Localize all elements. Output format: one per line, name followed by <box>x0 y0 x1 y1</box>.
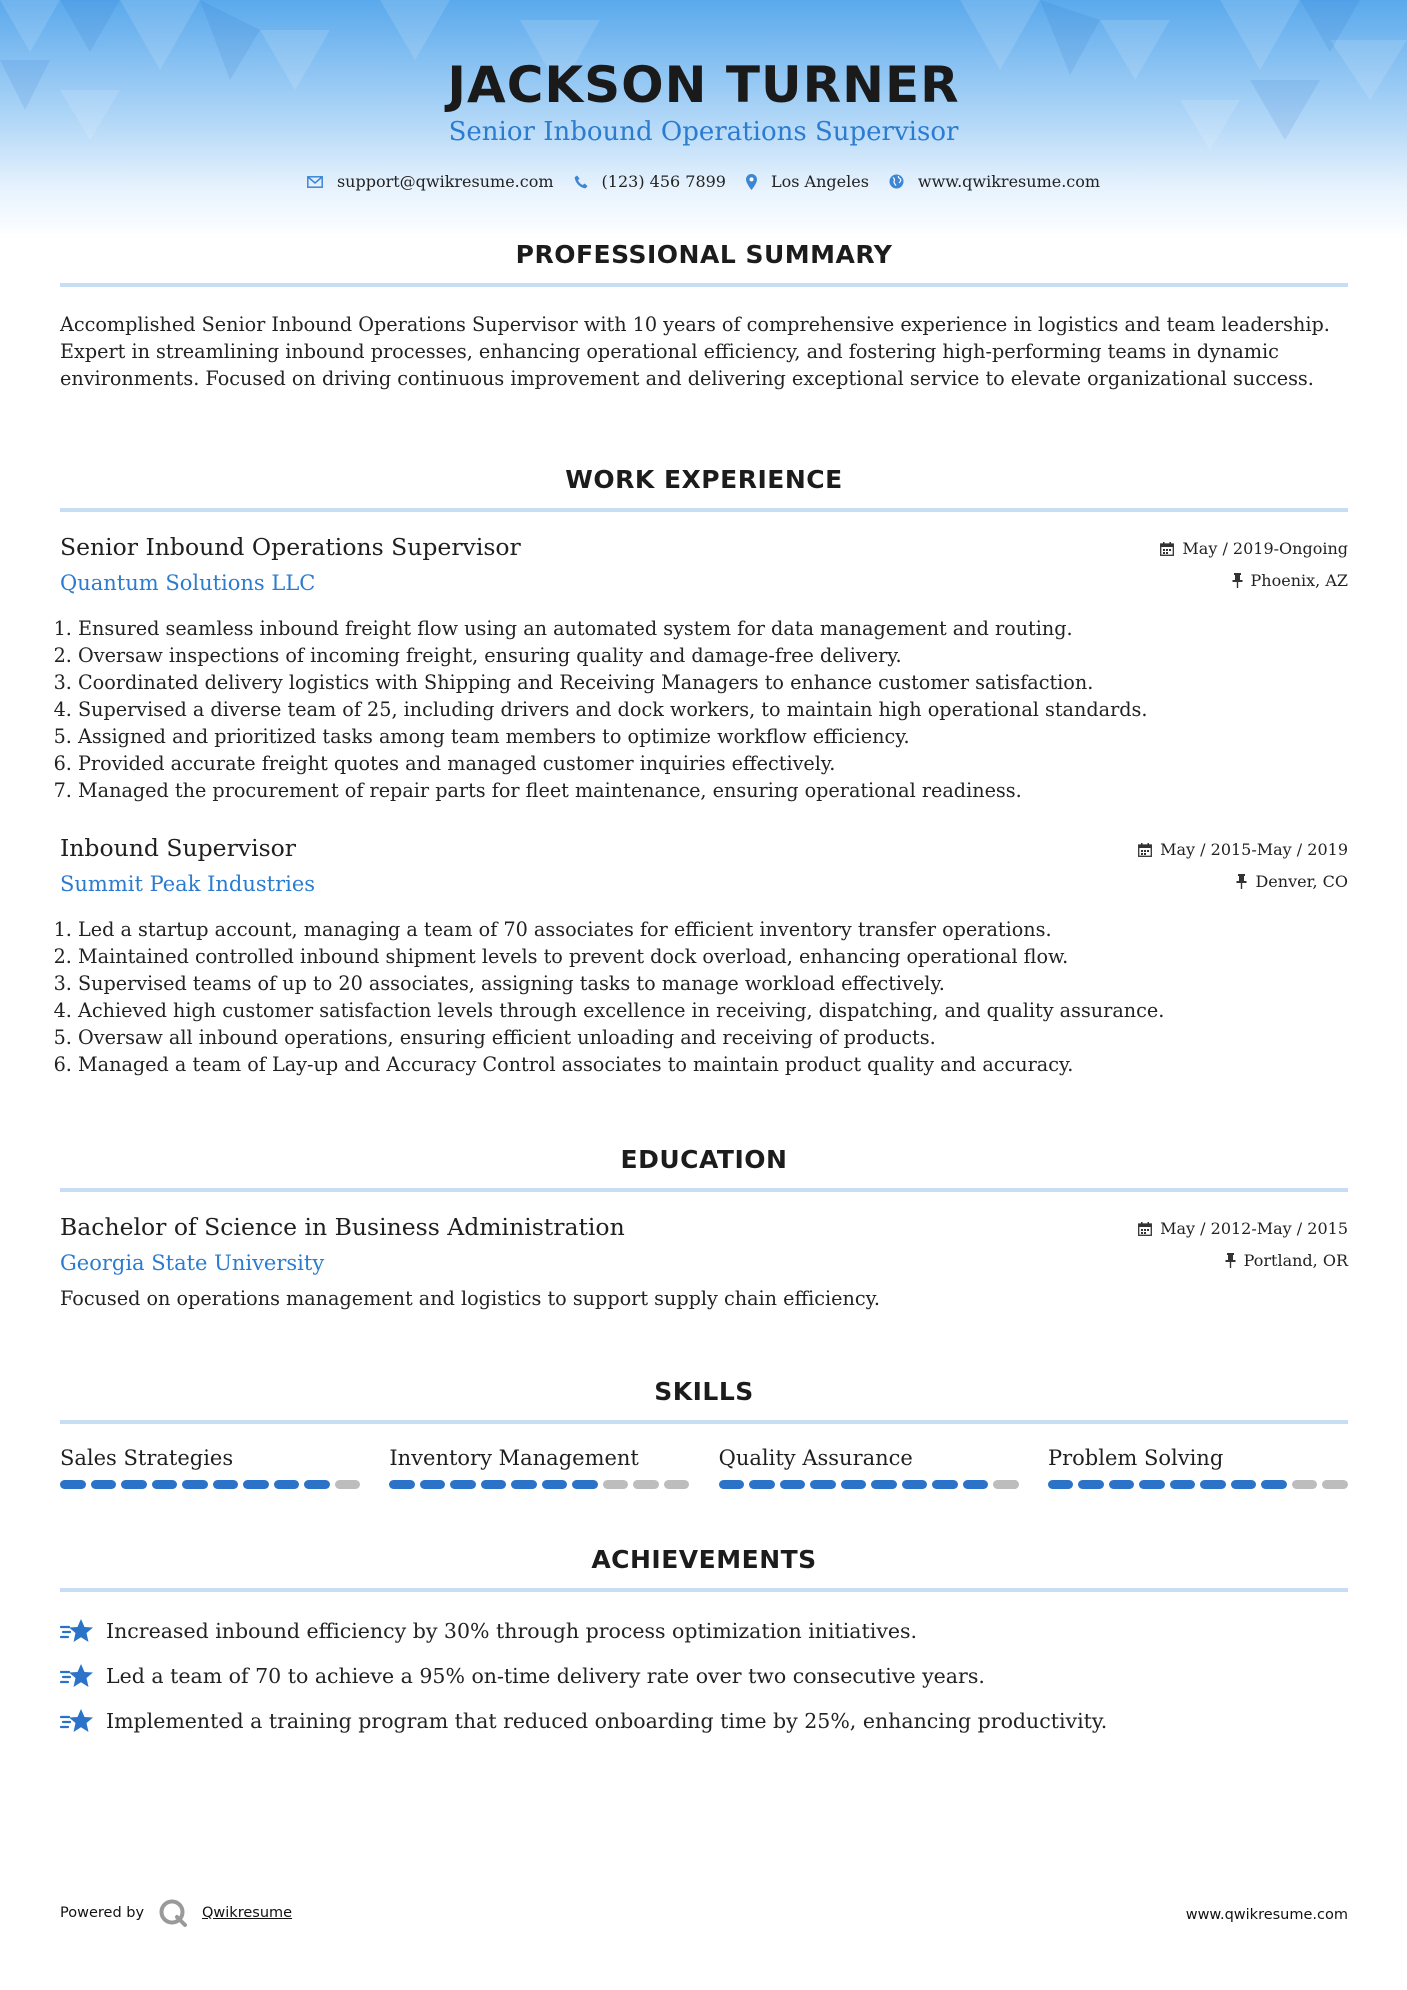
map-marker-icon <box>746 174 757 190</box>
skill-segment-empty <box>1322 1480 1348 1489</box>
section-divider <box>60 1188 1348 1192</box>
skill-segment-empty <box>1292 1480 1318 1489</box>
list-item: 4. Achieved high customer satisfaction levels through excellence in receiving, dispatching, and quality assurance. <box>78 997 1348 1024</box>
skill-level-bar <box>389 1480 689 1489</box>
contact-website[interactable] <box>889 172 1100 191</box>
achievement-text: Increased inbound efficiency by 30% through process optimization initiatives. <box>106 1618 918 1643</box>
list-item: 7. Managed the procurement of repair parts for fleet maintenance, ensuring operational readiness. <box>78 777 1348 804</box>
skill-segment-filled <box>91 1480 117 1489</box>
skill-segment-filled <box>450 1480 476 1489</box>
calendar-icon <box>1138 843 1152 857</box>
skill-segment-empty <box>603 1480 629 1489</box>
list-item: 2. Oversaw inspections of incoming freight, ensuring quality and damage-free delivery. <box>78 642 1348 669</box>
job-entry <box>60 834 1348 1094</box>
list-item: 6. Provided accurate freight quotes and managed customer inquiries effectively. <box>78 750 1348 777</box>
skill-segment-empty <box>633 1480 659 1489</box>
achievement-text: Implemented a training program that reduced onboarding time by 25%, enhancing productivity. <box>106 1708 1108 1733</box>
candidate-role: Senior Inbound Operations Supervisor <box>448 117 959 147</box>
skill-segment-filled <box>304 1480 330 1489</box>
skill-name: Problem Solving <box>1047 1446 1224 1470</box>
summary-text: Accomplished Senior Inbound Operations Supervisor with 10 years of comprehensive experience in logistics and team leadership. Expert in streamlining inbound processes, enhancing operational efficiency, and fostering high-performing teams in dynamic environments. Focused on driving continuous improvement and delivering exceptional service to elevate organizational success. <box>60 313 1330 390</box>
job-bullets <box>60 615 1348 804</box>
job-date <box>1160 539 1348 558</box>
skill-segment-filled <box>152 1480 178 1489</box>
skill-level-bar <box>719 1480 1019 1489</box>
skill-segment-filled <box>719 1480 745 1489</box>
education-location-text: Portland, OR <box>1243 1251 1348 1270</box>
phone-text: (123) 456 7899 <box>601 172 726 191</box>
skill-segment-filled <box>902 1480 928 1489</box>
list-item <box>60 1608 1348 1653</box>
education-entry <box>60 1213 1348 1323</box>
skill-segment-filled <box>389 1480 415 1489</box>
section-title-work: WORK EXPERIENCE <box>565 465 843 494</box>
globe-icon <box>889 174 904 189</box>
section-divider <box>60 508 1348 512</box>
list-item: 4. Supervised a diverse team of 25, including drivers and dock workers, to maintain high operational standards. <box>78 696 1348 723</box>
skill-segment-filled <box>1139 1480 1165 1489</box>
skill-segment-filled <box>1200 1480 1226 1489</box>
skill-segment-filled <box>1078 1480 1104 1489</box>
job-location-text: Denver, CO <box>1255 872 1348 891</box>
job-bullets <box>60 916 1348 1078</box>
education-date <box>1138 1219 1348 1238</box>
education-date-text: May / 2012-May / 2015 <box>1160 1219 1348 1238</box>
list-item <box>60 1653 1348 1698</box>
skill-segment-filled <box>841 1480 867 1489</box>
powered-by-label: Powered by <box>60 1905 145 1921</box>
list-item <box>60 1698 1348 1743</box>
skill-segment-filled <box>749 1480 775 1489</box>
skill-level-bar <box>60 1480 360 1489</box>
skill-item <box>1048 1446 1348 1489</box>
skill-segment-empty <box>664 1480 690 1489</box>
section-divider <box>60 1588 1348 1592</box>
skill-segment-filled <box>932 1480 958 1489</box>
job-date-text: May / 2019-Ongoing <box>1182 539 1348 558</box>
list-item: 1. Ensured seamless inbound freight flow using an automated system for data management and routing. <box>78 615 1348 642</box>
skill-segment-filled <box>420 1480 446 1489</box>
list-item: 3. Supervised teams of up to 20 associates, assigning tasks to manage workload effectively. <box>78 970 1348 997</box>
skill-segment-filled <box>871 1480 897 1489</box>
list-item: 5. Assigned and prioritized tasks among team members to optimize workflow efficiency. <box>78 723 1348 750</box>
brand-link[interactable]: Qwikresume <box>202 1905 293 1921</box>
skill-segment-filled <box>1170 1480 1196 1489</box>
contact-email[interactable] <box>307 172 554 191</box>
skill-segment-filled <box>810 1480 836 1489</box>
skill-name: Quality Assurance <box>718 1446 913 1470</box>
list-item: 3. Coordinated delivery logistics with Shipping and Receiving Managers to enhance customer satisfaction. <box>78 669 1348 696</box>
skill-segment-empty <box>993 1480 1019 1489</box>
calendar-icon <box>1160 542 1174 556</box>
skill-segment-filled <box>780 1480 806 1489</box>
skill-segment-filled <box>213 1480 239 1489</box>
job-date-text: May / 2015-May / 2019 <box>1160 840 1348 859</box>
contact-phone[interactable] <box>574 172 726 191</box>
job-title: Inbound Supervisor <box>60 834 297 862</box>
skill-segment-filled <box>481 1480 507 1489</box>
calendar-icon <box>1138 1222 1152 1236</box>
star-icon <box>60 1662 94 1690</box>
skill-segment-filled <box>542 1480 568 1489</box>
pin-icon <box>1225 1253 1236 1268</box>
skill-segment-filled <box>572 1480 598 1489</box>
skills-list <box>60 1446 1348 1489</box>
skill-segment-filled <box>60 1480 86 1489</box>
skill-segment-filled <box>182 1480 208 1489</box>
skill-segment-filled <box>274 1480 300 1489</box>
section-divider <box>60 283 1348 287</box>
skill-segment-filled <box>1048 1480 1074 1489</box>
degree-title: Bachelor of Science in Business Administration <box>60 1213 625 1241</box>
skill-item <box>719 1446 1019 1489</box>
job-entry <box>60 533 1348 813</box>
website-text: www.qwikresume.com <box>917 172 1101 191</box>
contact-location <box>746 172 869 191</box>
skill-segment-filled <box>1261 1480 1287 1489</box>
section-title-achievements: ACHIEVEMENTS <box>591 1545 817 1574</box>
school-name: Georgia State University <box>60 1251 325 1275</box>
skill-segment-filled <box>511 1480 537 1489</box>
candidate-name: JACKSON TURNER <box>447 56 960 114</box>
job-location <box>1236 872 1348 891</box>
section-title-education: EDUCATION <box>620 1145 788 1174</box>
job-location <box>1232 571 1348 590</box>
list-item: 5. Oversaw all inbound operations, ensuring efficient unloading and receiving of products. <box>78 1024 1348 1051</box>
list-item: 2. Maintained controlled inbound shipment levels to prevent dock overload, enhancing operational flow. <box>78 943 1348 970</box>
footer <box>60 1898 1348 1932</box>
pin-icon <box>1232 573 1243 588</box>
job-company: Quantum Solutions LLC <box>60 571 316 595</box>
skill-item <box>60 1446 360 1489</box>
skill-segment-filled <box>1109 1480 1135 1489</box>
job-date <box>1138 840 1348 859</box>
envelope-icon <box>307 176 323 188</box>
education-location <box>1225 1251 1348 1270</box>
skill-item <box>389 1446 689 1489</box>
star-icon <box>60 1617 94 1645</box>
job-company: Summit Peak Industries <box>60 872 316 896</box>
skill-segment-filled <box>963 1480 989 1489</box>
job-title: Senior Inbound Operations Supervisor <box>60 533 521 561</box>
skill-level-bar <box>1048 1480 1348 1489</box>
email-text: support@qwikresume.com <box>336 172 554 191</box>
skill-segment-empty <box>335 1480 361 1489</box>
education-description: Focused on operations management and logistics to support supply chain efficiency. <box>60 1287 880 1310</box>
skill-segment-filled <box>1231 1480 1257 1489</box>
achievement-text: Led a team of 70 to achieve a 95% on-time delivery rate over two consecutive years. <box>106 1663 985 1688</box>
job-location-text: Phoenix, AZ <box>1250 571 1348 590</box>
skill-segment-filled <box>121 1480 147 1489</box>
skill-segment-filled <box>243 1480 269 1489</box>
contact-bar <box>0 172 1407 191</box>
list-item: 1. Led a startup account, managing a team of 70 associates for efficient inventory transfer operations. <box>78 916 1348 943</box>
skill-name: Inventory Management <box>389 1446 639 1470</box>
section-divider <box>60 1420 1348 1424</box>
star-icon <box>60 1707 94 1735</box>
footer-website-link[interactable]: www.qwikresume.com <box>1185 1907 1348 1923</box>
list-item: 6. Managed a team of Lay-up and Accuracy Control associates to maintain product quality and accuracy. <box>78 1051 1348 1078</box>
phone-icon <box>574 175 588 189</box>
achievements-list <box>60 1608 1348 1743</box>
pin-icon <box>1236 874 1247 889</box>
location-text: Los Angeles <box>770 172 869 191</box>
qwikresume-logo-icon <box>158 1898 188 1928</box>
section-title-summary: PROFESSIONAL SUMMARY <box>515 240 893 269</box>
section-title-skills: SKILLS <box>654 1377 754 1406</box>
skill-name: Sales Strategies <box>60 1446 234 1470</box>
